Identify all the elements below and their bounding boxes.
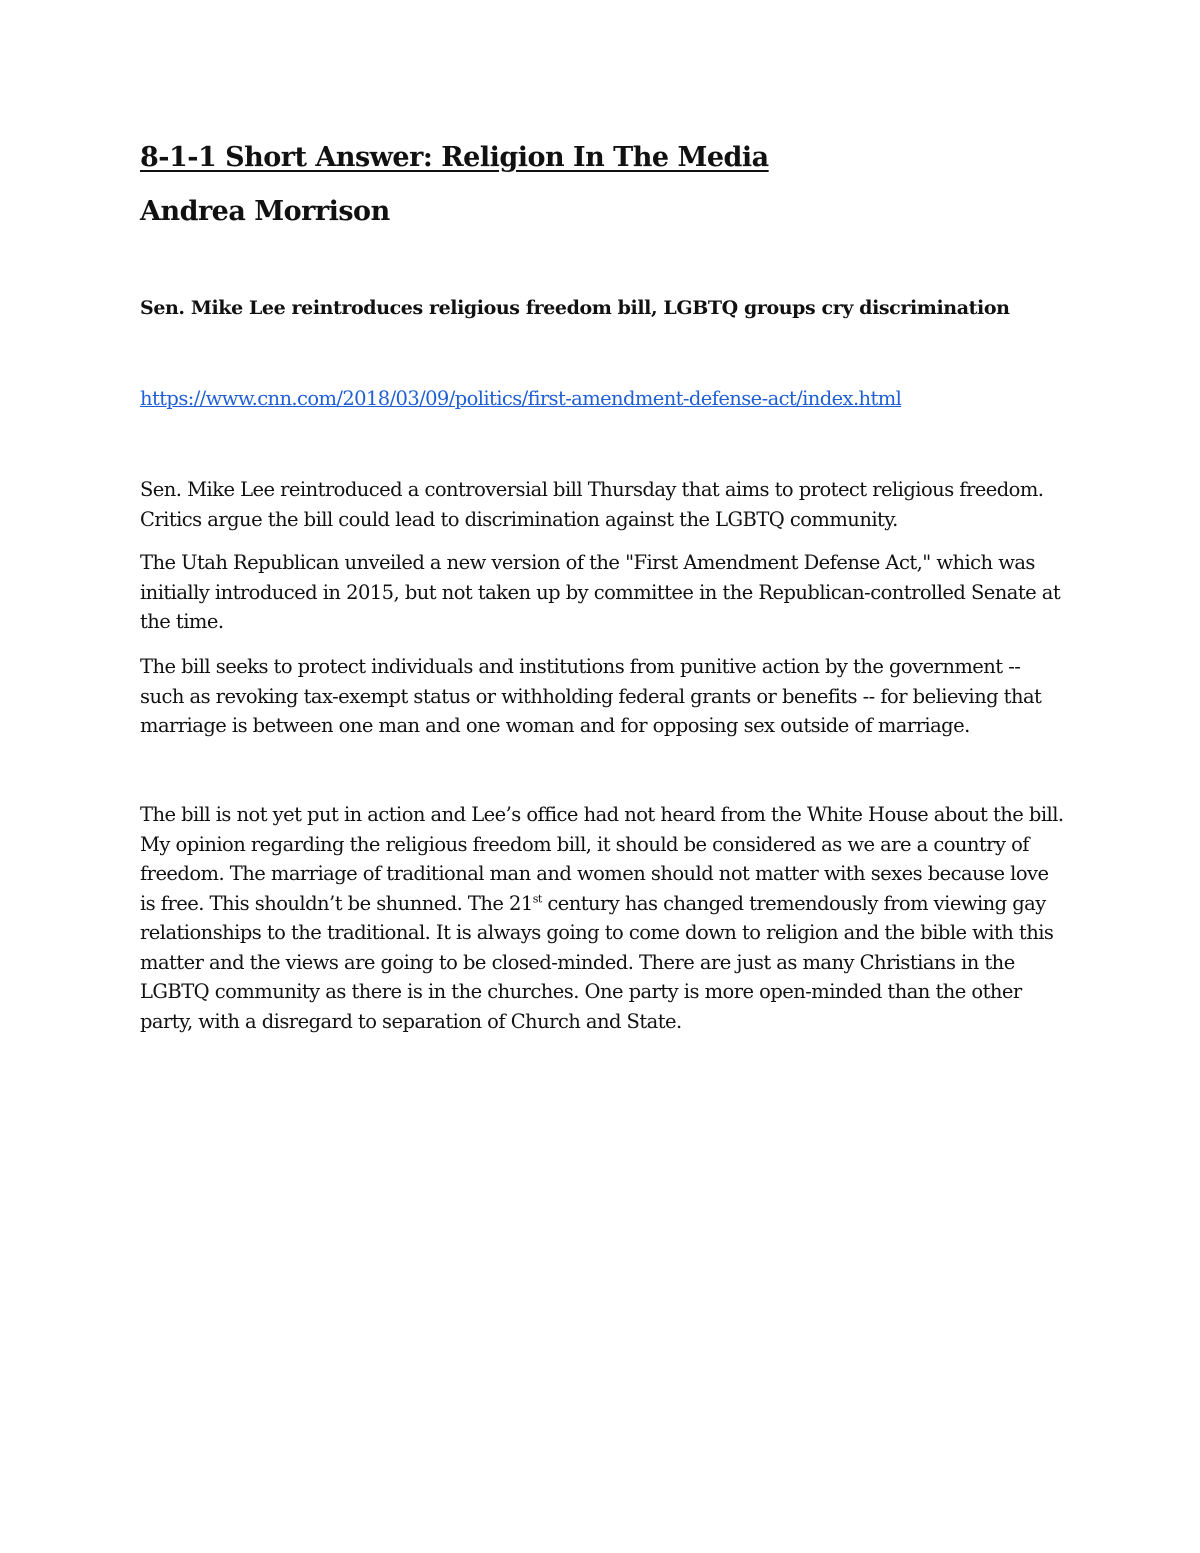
summary-paragraph-3: The bill seeks to protect individuals and institutions from punitive action by the government -- such as revoking tax-exempt status or withholding federal grants or benefits -- for believing that marriage is between one man and one woman and for opposing sex outside of marriage. bbox=[140, 655, 1042, 737]
summary-paragraph-1: Sen. Mike Lee reintroduced a controversial bill Thursday that aims to protect religious freedom. Critics argue the bill could lead to discrimination against the LGBTQ community. bbox=[140, 478, 1044, 531]
opinion-text-part-2: century has changed tremendously from viewing gay relationships to the traditional. It is always going to come down to religion and the bible with this matter and the views are going to be closed-minded. There are just as many Christians in the LGBTQ community as there is in the churches. One party is more open-minded than the other party, with a disregard to separation of Church and State. bbox=[140, 891, 1054, 1033]
ordinal-superscript: st bbox=[532, 892, 542, 905]
summary-paragraph-2: The Utah Republican unveiled a new version of the "First Amendment Defense Act," which was initially introduced in 2015, but not taken up by committee in the Republican-controlled Senate at the time. bbox=[140, 551, 1061, 633]
opinion-text-part-1: The bill is not yet put in action and Lee’s office had not heard from the White House about the bill. My opinion regarding the religious freedom bill, it should be considered as we are a country of freedom. The marriage of traditional man and women should not matter with sexes because love is free. This shouldn’t be shunned. The 21 bbox=[140, 803, 1064, 915]
document-title: 8-1-1 Short Answer: Religion In The Media bbox=[140, 142, 769, 173]
author-name: Andrea Morrison bbox=[140, 196, 390, 227]
source-link[interactable]: https://www.cnn.com/2018/03/09/politics/first-amendment-defense-act/index.html bbox=[140, 387, 902, 410]
opinion-paragraph bbox=[140, 800, 1065, 1036]
article-headline: Sen. Mike Lee reintroduces religious freedom bill, LGBTQ groups cry discrimination bbox=[140, 297, 1010, 319]
